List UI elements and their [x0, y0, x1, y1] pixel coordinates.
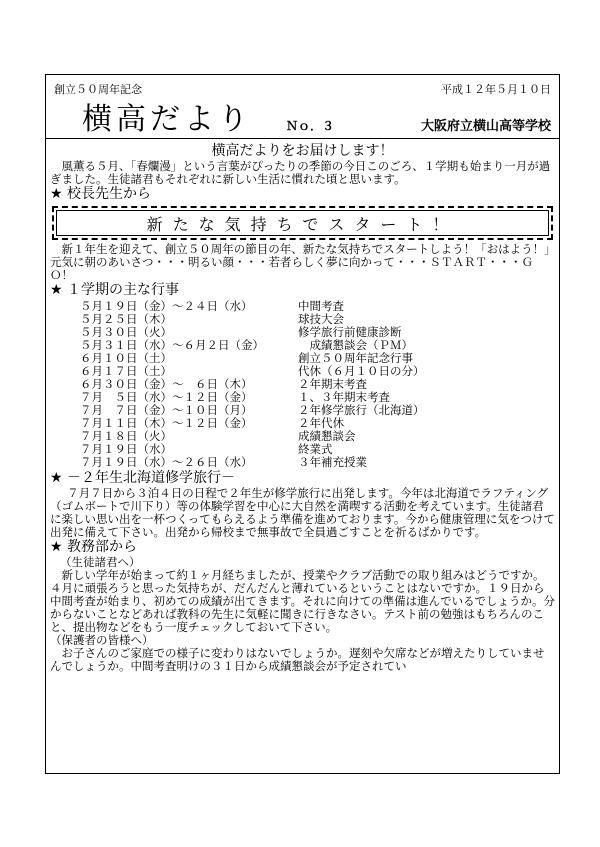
principal-text: 新１年生を迎えて、創立５０周年の節目の年、新たな気持ちでスタートしよう！「おはよう！」元気に朝のあいさつ・・・明るい顔・・・若者らしく夢に向かって・・・ＳＴＡＲＴ・・・ＧＯ！ — [50, 242, 550, 282]
school-name: 大阪府立横山高等学校 — [420, 119, 551, 134]
schedule-date: ７月１９日（水） — [80, 442, 172, 456]
newsletter-frame — [45, 74, 560, 774]
schedule-event: 成績懇談会 — [298, 429, 356, 443]
schedule-date: ７月 ５日（水）～１２日（金） — [80, 390, 253, 404]
intro-heading: 横高だよりをお届けします！ — [211, 143, 394, 159]
schedule-date: ６月３０日（金）～ ６日（木） — [80, 377, 253, 391]
schedule-event: 中間考査 — [298, 299, 344, 313]
events-heading: ★ １学期の主な行事 — [50, 282, 180, 298]
parents-text: お子さんのご家庭での様子に変わりはないでしょうか。遅刻や欠席などが増えたりしていませんでしょうか。中間考査明けの３１日から成績懇談会が予定されてい — [50, 646, 545, 673]
anniversary-label: 創立５０周年記念 — [54, 83, 142, 96]
banner-text: 新たな気持ちでスタート！ — [146, 214, 459, 234]
schedule-event: ２年期末考査 — [298, 377, 367, 391]
schedule-date: ６月１７日（土） — [80, 364, 172, 378]
schedule-event: ２年修学旅行（北海道） — [298, 403, 425, 417]
parents-label: （保護者の皆様へ） — [50, 633, 154, 647]
intro-text: 風薫る５月、「春爛漫」という言葉がぴったりの季節の今日このごろ、１学期も始まり一月が過ぎました。生徒諸君もそれぞれに新しい生活に慣れた頃と思います。 — [50, 159, 551, 186]
newsletter-title: 横高だより — [82, 102, 252, 137]
schedule-date: ７月１９日（水）～２６日（水） — [80, 455, 253, 469]
trip-heading: ★ －２年生北海道修学旅行－ — [50, 470, 236, 486]
schedule-date: ７月１８日（火） — [80, 429, 172, 443]
students-text: 新しい学年が始まって約１ヶ月経ちましたが、授業やクラブ活動での取り組みはどうですか。４月に頑張ろうと思った気持ちが、だんだんと薄れているということはないですか。１９日から中間考査が始まり、初めての成績が出てきます。それに向けての準備は進んでいるでしょうか。分からないことなどあれば教科の先生に気軽に聞きに行きなさい。テスト前の勉強はもちろんのこと、提出物などをもう一度チェックしておいて下さい。 — [50, 568, 555, 634]
schedule-date: ５月１９日（金）～２４日（水） — [80, 299, 253, 313]
schedule-event: 球技大会 — [298, 312, 344, 326]
schedule-event: １、３年期末考査 — [298, 390, 390, 404]
issue-number: Ｎｏ．３ — [286, 119, 335, 133]
issue-date: 平成１２年５月１０日 — [441, 83, 551, 96]
schedule-date: ５月３１日（水）～６月２日（金） — [80, 338, 264, 352]
schedule-event: 創立５０周年記念行事 — [298, 351, 413, 365]
newsletter-body — [46, 143, 559, 673]
schedule-date: ５月３０日（火） — [80, 325, 172, 339]
schedule-date: ７月 ７日（金）～１０日（月） — [80, 403, 253, 417]
schedule-date: ６月１０日（土） — [80, 351, 172, 365]
students-label: （生徒諸君へ） — [60, 555, 141, 569]
schedule-event: 代休（６月１０日の分） — [298, 364, 425, 378]
schedule-event: 終業式 — [298, 442, 333, 456]
schedule-event: 成績懇談会（ＰＭ） — [298, 338, 413, 352]
masthead — [46, 75, 559, 139]
schedule-date: ５月２５日（木） — [80, 312, 172, 326]
trip-text: ７月７日から３泊４日の日程で２年生が修学旅行に出発します。今年は北海道でラフティング（ゴムボートで川下り）等の体験学習を中心に大自然を満喫する活動を考えています。生徒諸君に楽しい思い出を一杯つくってもらえるよう準備を進めております。今から健康管理に気をつけて出発に備えて下さい。出発から帰校まで無事故で全員過ごすことを祈るばかりです。 — [50, 486, 555, 539]
academic-heading: ★ 教務部から — [50, 539, 138, 555]
principal-banner — [52, 206, 553, 240]
events-schedule — [80, 300, 559, 469]
schedule-event: 修学旅行前健康診断 — [298, 325, 402, 339]
schedule-event: ３年補充授業 — [298, 455, 367, 469]
schedule-date: ７月１１日（木）～１２日（金） — [80, 416, 253, 430]
schedule-event: ２年代休 — [298, 416, 344, 430]
schedule-row — [80, 456, 559, 469]
principal-heading: ★ 校長先生から — [50, 186, 152, 202]
